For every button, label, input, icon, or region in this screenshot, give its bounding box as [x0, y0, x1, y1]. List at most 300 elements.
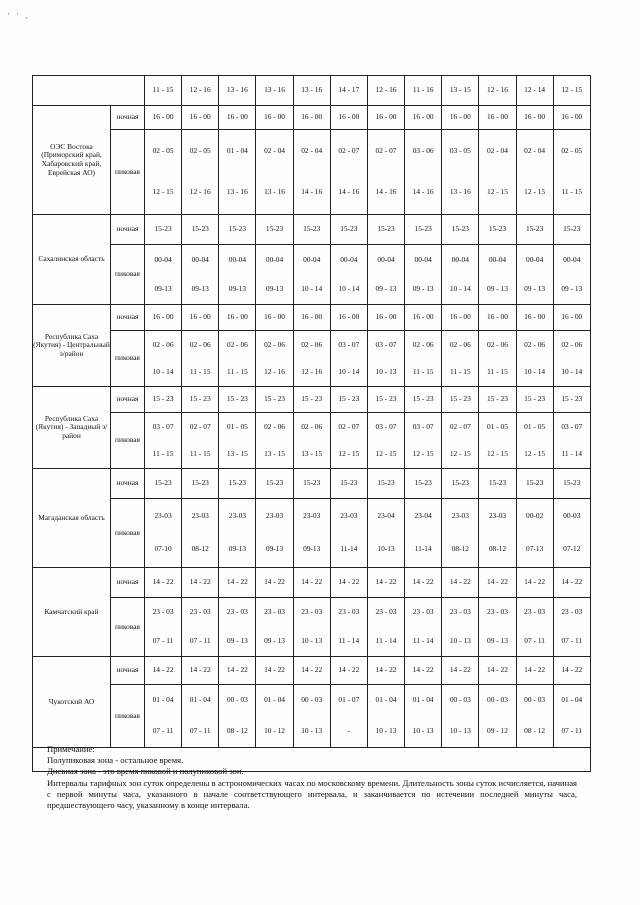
table-row	[33, 685, 591, 748]
interval-stack	[517, 470, 553, 498]
interval-value: 10 - 14	[524, 366, 546, 376]
interval-value: 16 - 00	[524, 112, 546, 122]
interval-value: 09 - 12	[487, 725, 508, 735]
interval-stack	[182, 569, 218, 597]
header-cell: 11 - 15	[145, 76, 182, 106]
interval-stack	[442, 246, 478, 304]
interval-stack	[554, 131, 590, 214]
interval-cell	[330, 106, 367, 130]
interval-value: 00-04	[303, 254, 321, 264]
interval-cell	[182, 331, 219, 387]
interval-value: 00-04	[191, 254, 209, 264]
interval-value: 16 - 00	[487, 112, 508, 122]
interval-stack	[256, 686, 292, 747]
interval-stack	[145, 658, 181, 684]
zone-label: пиковая	[111, 413, 145, 469]
interval-cell	[442, 305, 479, 331]
interval-stack	[145, 216, 181, 244]
interval-value: 16 - 00	[152, 312, 174, 322]
interval-cell	[256, 305, 293, 331]
interval-cell	[219, 568, 256, 598]
interval-value: 15 - 23	[412, 394, 434, 404]
interval-value: 23-03	[154, 510, 172, 520]
interval-stack	[256, 332, 292, 386]
interval-value: 16 - 00	[301, 312, 323, 322]
interval-cell	[479, 598, 516, 657]
interval-cell	[182, 598, 219, 657]
interval-cell	[405, 657, 442, 685]
interval-cell	[516, 657, 553, 685]
interval-stack	[554, 107, 590, 129]
interval-value: 09 - 13	[375, 283, 397, 293]
interval-stack	[405, 569, 441, 597]
interval-cell	[367, 245, 404, 305]
header-cell: 13 - 16	[293, 76, 330, 106]
interval-cell	[516, 499, 553, 568]
interval-stack	[182, 686, 218, 747]
interval-value: 15-23	[563, 224, 581, 234]
interval-stack	[405, 599, 441, 656]
interval-stack	[294, 569, 330, 597]
interval-value: 15-23	[340, 224, 358, 234]
interval-value: 02 - 06	[412, 339, 434, 349]
interval-value: 11 - 15	[449, 366, 471, 376]
interval-value: 23-03	[451, 510, 469, 520]
interval-value: 07 - 11	[561, 635, 583, 645]
interval-value: 03 - 07	[561, 421, 583, 431]
corner-mark: ' ' ,	[8, 12, 31, 20]
interval-cell	[479, 568, 516, 598]
interval-value: 08-12	[191, 544, 209, 554]
table-row	[33, 499, 591, 568]
interval-value: 11 - 15	[487, 366, 508, 376]
interval-stack	[219, 216, 255, 244]
interval-value: 13 - 16	[226, 187, 248, 197]
interval-cell	[553, 245, 590, 305]
interval-stack	[219, 658, 255, 684]
interval-value: 14 - 22	[375, 665, 397, 675]
interval-stack	[368, 107, 404, 129]
interval-cell	[405, 685, 442, 748]
interval-cell	[256, 215, 293, 245]
note-line-2: Дневная зона - это время пиковой и полупиковой зон.	[47, 766, 244, 777]
interval-cell	[293, 598, 330, 657]
interval-value: 23 - 03	[412, 607, 434, 617]
table-row	[33, 305, 591, 331]
interval-value: 08-12	[451, 544, 469, 554]
interval-cell	[330, 215, 367, 245]
interval-value: 01 - 04	[561, 695, 583, 705]
interval-stack	[554, 470, 590, 498]
interval-stack	[517, 131, 553, 214]
interval-value: 15-23	[526, 478, 544, 488]
interval-value: 15 - 23	[264, 394, 286, 404]
interval-stack	[442, 658, 478, 684]
interval-cell	[367, 413, 404, 469]
interval-value: 16 - 00	[524, 312, 546, 322]
interval-value: 16 - 00	[449, 112, 471, 122]
interval-cell	[367, 598, 404, 657]
interval-value: 14 - 16	[412, 187, 434, 197]
interval-value: 16 - 00	[375, 312, 397, 322]
interval-value: 00 - 03	[226, 695, 248, 705]
interval-cell	[293, 130, 330, 215]
interval-value: 15-23	[303, 224, 321, 234]
interval-value: 14 - 22	[375, 577, 397, 587]
interval-stack	[442, 500, 478, 567]
interval-cell	[182, 305, 219, 331]
interval-value: 15 - 23	[226, 394, 248, 404]
interval-stack	[368, 414, 404, 468]
interval-stack	[554, 686, 590, 747]
interval-cell	[293, 305, 330, 331]
interval-cell	[516, 106, 553, 130]
interval-stack	[182, 414, 218, 468]
interval-cell	[442, 657, 479, 685]
interval-cell	[516, 568, 553, 598]
interval-cell	[145, 245, 182, 305]
interval-value: 01 - 04	[189, 695, 211, 705]
interval-stack	[554, 332, 590, 386]
interval-cell	[442, 499, 479, 568]
interval-stack	[442, 388, 478, 412]
interval-value: 03 - 06	[412, 145, 434, 155]
interval-stack	[182, 107, 218, 129]
interval-value: 15-23	[526, 224, 544, 234]
interval-stack	[256, 500, 292, 567]
interval-cell	[442, 130, 479, 215]
interval-cell	[405, 106, 442, 130]
interval-stack	[442, 107, 478, 129]
interval-value: 23-03	[340, 510, 358, 520]
interval-cell	[516, 685, 553, 748]
interval-value: 14 - 16	[338, 187, 360, 197]
interval-cell	[182, 387, 219, 413]
interval-value: 02 - 07	[338, 145, 360, 155]
interval-cell	[405, 469, 442, 499]
interval-cell	[145, 685, 182, 748]
interval-cell	[219, 387, 256, 413]
interval-stack	[145, 599, 181, 656]
interval-value: 16 - 00	[226, 112, 248, 122]
interval-stack	[517, 569, 553, 597]
table-row	[33, 413, 591, 469]
interval-cell	[256, 598, 293, 657]
interval-stack	[145, 107, 181, 129]
interval-cell	[405, 331, 442, 387]
interval-value: 16 - 00	[301, 112, 323, 122]
interval-stack	[182, 658, 218, 684]
interval-cell	[145, 215, 182, 245]
interval-stack	[145, 332, 181, 386]
interval-stack	[219, 500, 255, 567]
interval-stack	[182, 306, 218, 330]
interval-stack	[145, 414, 181, 468]
interval-value: 09-13	[303, 544, 321, 554]
interval-stack	[405, 388, 441, 412]
interval-value: 09 - 13	[487, 635, 508, 645]
interval-value: 02 - 07	[189, 421, 211, 431]
region-name: Магаданская область	[33, 469, 111, 568]
interval-value: 15 - 23	[487, 394, 508, 404]
interval-value: 10 - 13	[375, 366, 397, 376]
interval-cell	[256, 331, 293, 387]
interval-cell	[553, 469, 590, 499]
interval-value: 00-04	[340, 254, 358, 264]
interval-value: 13 - 16	[449, 187, 471, 197]
interval-value: 23 - 03	[487, 607, 508, 617]
table-row	[33, 331, 591, 387]
header-cell: 13 - 16	[256, 76, 293, 106]
interval-value: 11 - 15	[561, 187, 583, 197]
interval-value: 00-04	[265, 254, 284, 264]
interval-cell	[219, 305, 256, 331]
interval-value: 16 - 00	[561, 312, 583, 322]
interval-value: 00-04	[488, 254, 507, 264]
interval-cell	[145, 413, 182, 469]
interval-value: 15-23	[191, 224, 209, 234]
interval-value: 12 - 15	[449, 448, 471, 458]
interval-value: 15-23	[377, 224, 395, 234]
interval-value: 12 - 15	[375, 448, 397, 458]
interval-value: 16 - 00	[189, 112, 211, 122]
interval-stack	[368, 686, 404, 747]
region-name: ОЭС Востока (Приморский край, Хабаровский край, Еврейская АО)	[33, 106, 111, 215]
interval-stack	[554, 599, 590, 656]
interval-cell	[516, 598, 553, 657]
interval-cell	[405, 499, 442, 568]
interval-value: 16 - 00	[375, 112, 397, 122]
interval-cell	[553, 387, 590, 413]
interval-cell	[479, 245, 516, 305]
interval-value: 02 - 04	[524, 145, 546, 155]
interval-value: 14 - 22	[301, 577, 323, 587]
interval-value: 14 - 22	[561, 577, 583, 587]
interval-value: 00 - 03	[301, 695, 323, 705]
interval-value: 10 - 13	[412, 725, 434, 735]
interval-stack	[517, 414, 553, 468]
interval-value: 01 - 07	[338, 695, 360, 705]
interval-value: 16 - 00	[412, 312, 434, 322]
interval-value: 15-23	[265, 478, 284, 488]
interval-cell	[367, 331, 404, 387]
interval-stack	[479, 569, 515, 597]
interval-cell	[219, 499, 256, 568]
zone-label: ночная	[111, 387, 145, 413]
interval-cell	[219, 598, 256, 657]
interval-cell	[442, 598, 479, 657]
interval-stack	[554, 500, 590, 567]
interval-value: 10 - 13	[375, 725, 397, 735]
interval-value: 23 - 03	[226, 607, 248, 617]
interval-value: 00-03	[563, 510, 581, 520]
interval-stack	[517, 246, 553, 304]
interval-stack	[219, 569, 255, 597]
interval-value: 10 - 12	[264, 725, 286, 735]
interval-cell	[479, 130, 516, 215]
interval-value: 02 - 06	[264, 421, 286, 431]
region-name: Чукотский АО	[33, 657, 111, 748]
interval-stack	[219, 599, 255, 656]
interval-value: 11 - 15	[152, 448, 174, 458]
interval-value: 11-14	[414, 544, 432, 554]
interval-value: 12 - 15	[487, 187, 508, 197]
interval-stack	[368, 306, 404, 330]
interval-value: 11 - 15	[412, 366, 434, 376]
interval-stack	[442, 306, 478, 330]
interval-value: 10 - 13	[301, 725, 323, 735]
interval-stack	[368, 500, 404, 567]
interval-cell	[182, 568, 219, 598]
interval-stack	[554, 569, 590, 597]
interval-stack	[554, 414, 590, 468]
interval-value: 01 - 05	[524, 421, 546, 431]
interval-cell	[219, 413, 256, 469]
interval-stack	[442, 470, 478, 498]
interval-value: 00 - 03	[487, 695, 508, 705]
interval-cell	[182, 245, 219, 305]
interval-value: 15 - 23	[524, 394, 546, 404]
interval-value: 12 - 15	[524, 187, 546, 197]
interval-value: 14 - 22	[561, 665, 583, 675]
interval-cell	[553, 130, 590, 215]
interval-stack	[405, 470, 441, 498]
interval-cell	[256, 387, 293, 413]
interval-cell	[405, 305, 442, 331]
header-cell: 14 - 17	[330, 76, 367, 106]
interval-cell	[293, 215, 330, 245]
region-name: Республика Саха (Якутия) - Центральный э/район	[33, 305, 111, 387]
table-row	[33, 568, 591, 598]
interval-cell	[479, 305, 516, 331]
interval-value: 09 - 13	[264, 635, 286, 645]
interval-stack	[256, 414, 292, 468]
interval-stack	[517, 306, 553, 330]
interval-stack	[219, 306, 255, 330]
interval-stack	[331, 388, 367, 412]
interval-value: 14 - 22	[226, 577, 248, 587]
header-cell: 11 - 16	[405, 76, 442, 106]
interval-value: 23 - 03	[338, 607, 360, 617]
interval-cell	[553, 305, 590, 331]
interval-cell	[479, 106, 516, 130]
interval-value: 14 - 22	[524, 577, 546, 587]
interval-cell	[219, 657, 256, 685]
zone-label: пиковая	[111, 598, 145, 657]
interval-cell	[256, 413, 293, 469]
interval-cell	[479, 499, 516, 568]
interval-cell	[182, 657, 219, 685]
interval-value: 13 - 15	[301, 448, 323, 458]
interval-value: 01 - 05	[226, 421, 248, 431]
interval-cell	[516, 331, 553, 387]
interval-stack	[256, 569, 292, 597]
interval-stack	[331, 658, 367, 684]
interval-cell	[293, 387, 330, 413]
interval-value: 23-04	[414, 510, 432, 520]
interval-stack	[405, 414, 441, 468]
interval-value: 09-13	[191, 283, 209, 293]
interval-value: 03 - 07	[152, 421, 174, 431]
interval-value: 09 - 13	[561, 283, 583, 293]
interval-cell	[293, 568, 330, 598]
interval-stack	[145, 388, 181, 412]
interval-value: 09-13	[228, 283, 247, 293]
interval-value: 16 - 00	[152, 112, 174, 122]
interval-value: 11 - 15	[227, 366, 248, 376]
interval-cell	[405, 387, 442, 413]
interval-cell	[256, 245, 293, 305]
interval-value: 02 - 04	[487, 145, 508, 155]
interval-value: 10 - 14	[301, 283, 323, 293]
interval-value: 09-13	[154, 283, 172, 293]
interval-stack	[517, 216, 553, 244]
interval-value: 00 - 03	[524, 695, 546, 705]
interval-value: 01 - 04	[226, 145, 248, 155]
zone-label: ночная	[111, 215, 145, 245]
interval-stack	[405, 500, 441, 567]
interval-value: 15-23	[191, 478, 209, 488]
interval-value: 03 - 07	[338, 339, 360, 349]
interval-stack	[219, 414, 255, 468]
interval-cell	[256, 469, 293, 499]
interval-cell	[256, 106, 293, 130]
interval-value: 14 - 22	[301, 665, 323, 675]
interval-value: 11 - 14	[561, 448, 583, 458]
interval-stack	[182, 246, 218, 304]
table-row	[33, 245, 591, 305]
interval-stack	[331, 500, 367, 567]
interval-value: 14 - 16	[375, 187, 397, 197]
interval-value: 15 - 23	[152, 394, 174, 404]
interval-stack	[331, 470, 367, 498]
table-row	[33, 215, 591, 245]
interval-cell	[553, 331, 590, 387]
interval-cell	[219, 685, 256, 748]
interval-value: 11 - 14	[375, 635, 397, 645]
interval-value: 23-03	[488, 510, 507, 520]
interval-stack	[554, 388, 590, 412]
interval-stack	[182, 599, 218, 656]
tariff-zone-table	[32, 75, 591, 772]
note-line-1: Полупиковая зона - остальное время.	[47, 755, 184, 766]
interval-cell	[330, 130, 367, 215]
interval-cell	[479, 387, 516, 413]
interval-value: 03 - 07	[375, 421, 397, 431]
interval-stack	[294, 332, 330, 386]
interval-cell	[219, 331, 256, 387]
interval-cell	[405, 413, 442, 469]
interval-value: 00-04	[154, 254, 172, 264]
table-body	[33, 76, 591, 772]
interval-cell	[516, 245, 553, 305]
interval-cell	[405, 568, 442, 598]
interval-stack	[256, 246, 292, 304]
interval-value: 11 - 15	[189, 366, 211, 376]
interval-stack	[405, 332, 441, 386]
interval-stack	[554, 658, 590, 684]
interval-stack	[479, 658, 515, 684]
interval-value: 02 - 06	[561, 339, 583, 349]
interval-value: 23 - 03	[561, 607, 583, 617]
interval-value: 23 - 03	[375, 607, 397, 617]
header-cell: 12 - 14	[516, 76, 553, 106]
interval-value: 08-12	[488, 544, 507, 554]
interval-value: 23 - 03	[189, 607, 211, 617]
interval-stack	[294, 216, 330, 244]
header-cell: 12 - 16	[367, 76, 404, 106]
interval-value: 15 - 23	[375, 394, 397, 404]
